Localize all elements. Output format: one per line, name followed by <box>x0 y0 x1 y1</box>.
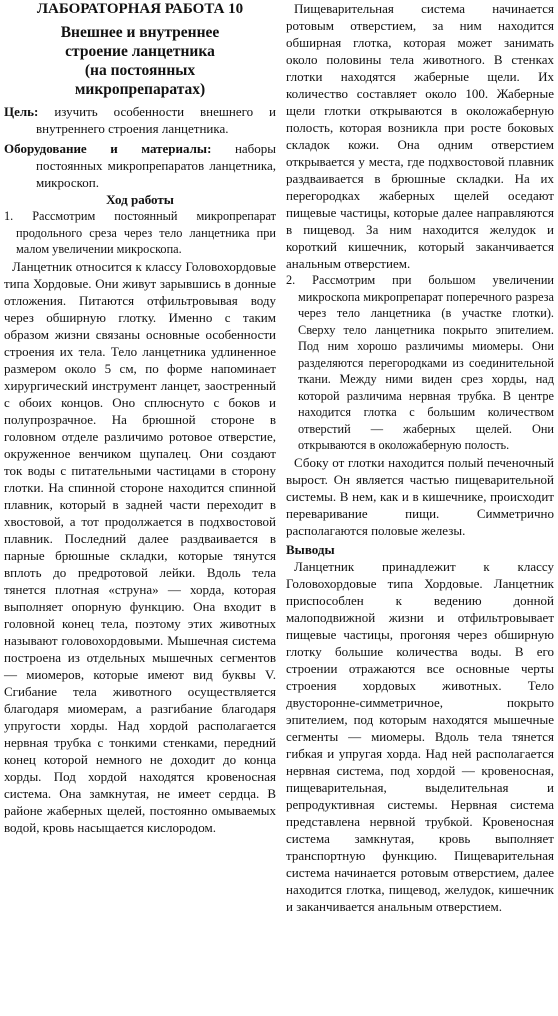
left-column <box>4 0 276 836</box>
title-line: (на постоянных <box>84 62 196 79</box>
paragraph-liver: Сбоку от глотки находится полый печеночный вырост. Он является частью пищеварительной системы. В нем, как и в кишечнике, происходит переваривание пищи. Симметрично располагаются половые железы. <box>286 454 554 538</box>
title-line: строение ланцетника <box>65 43 215 60</box>
goal-text: изучить особенности внешнего и внутреннего строения ланцетника. <box>36 104 276 136</box>
paragraph-digestive: Пищеварительная система начинается ротовым отверстием, за ним находится обширная глотка, которая может занимать около половины тела животного. В стенках глотки находятся жаберные щели. Их количество составляет около 100. Жаберные щели глотки открываются в околожаберную полость, которая возникла при росте боковых складок кожи. Она одним отверстием открывается у места, где подхвостовой плавник раздваивается в брюшные складки. На их перегородках жаберных щелей оседают пищевые частицы, которые далее направляются в пищевод. За ним находится желудок и короткий кишечник, который заканчивается анальным отверстием. <box>286 1 554 271</box>
title-line: микропрепаратах) <box>74 81 206 98</box>
paragraph-body: Ланцетник относится к классу Головохордовые типа Хордовые. Они живут зарывшись в донные отложения. Питаются отфильтровывая воду через обширную глотку. Именно с таким образом жизни связаны основные особенности строения их тела. Тело ланцетника удлиненное размером около 5 см, по форме напоминает хирургический инструмент ланцет, заостренный с обоих концов. Оно сплюснуто с боков и полупрозрачное. На брюшной стороне в головном отделе различимо ротовое отверстие, окруженное венчиком щупалец. Они создают ток воды с питательными частицами в сторону глотки. На спинной стороне находится спинной плавник, который в задней части переходит в хвостовой, а тот продолжается в подхвостовой плавник. Последний далее раздваивается в парные брюшные складки, которые тянутся вплоть до предротовой лейки. Вдоль тела тянется плотная «струна» — хорда, которая выполняет опорную функцию. Она входит в головной конец тела, поэтому этих животных называют головохордовыми. Мышечная система построена из отдельных мышечных сегментов — миомеров, которые имеют вид буквы V. Сгибание тела животного осуществляется благодаря миомерам, а разгибание благодаря упругости хорды. Над хордой располагается нервная трубка с тонкими стенками, передний конец которой немного не доходит до конца хорды. Под хордой находятся кровеносная система. Она замкнутая, не имеет сердца. В районе жаберных щелей, постоянно омываемых водой, кровь насыщается кислородом. <box>4 258 276 835</box>
step-2: 2. Рассмотрим при большом увеличении микроскопа микропрепарат поперечного разреза через тело ланцетника (в участке глотки). Сверху тело ланцетника покрыто эпителием. Под ним хорошо различимы миомеры. Они разделяются перегородками из соединительной ткани. Между ними виден срез хорды, над которой различима нервная трубка. В центре находится глотка с большим количеством отверстий — жаберных щелей. Они открываются в околожаберную полость. <box>286 273 554 452</box>
goal-label: Цель: <box>4 104 39 119</box>
title-line: Внешнее и внутреннее <box>60 24 220 41</box>
conclusions-text: Ланцетник принадлежит к классу Головохордовые типа Хордовые. Ланцетник приспособлен к ведению донной малоподвижной жизни и отфильтровывает пищевые частицы, прогоняя через обширную глотку большие количества воды. В его строении отражаются все основные черты строения хордовых животных. Тело двусторонне-симметричное, покрыто эпителием, под которым находятся мышечные сегменты — миомеры. Вдоль тела тянется гибкая и упругая хорда. Над ней располагается нервная система, под хордой — кровеносная, пищеварительная, выделительная и репродуктивная системы. Нервная система представлена нервной трубкой. Кровеносная система замкнутая, кровь выполняет транспортную функцию. Пищеварительная система начинается ротовым отверстием, далее находится глотка, пищевод, желудок, кишечник и заканчивается анальным отверстием. <box>286 558 554 914</box>
step-1: 1. Рассмотрим постоянный микропрепарат продольного среза через тело ланцетника при малом увеличении микроскопа. <box>4 209 276 256</box>
goal <box>4 103 276 137</box>
progress-heading: Ход работы <box>106 192 174 207</box>
equipment-label: Оборудование и материалы: <box>4 141 212 156</box>
equipment <box>4 140 276 191</box>
conclusions-heading: Выводы <box>286 541 335 557</box>
equipment-text: наборы постоянных микропрепаратов ланцетника, микроскоп. <box>36 141 277 190</box>
right-column <box>286 0 554 915</box>
page-title <box>4 23 276 99</box>
lab-number: ЛАБОРАТОРНАЯ РАБОТА 10 <box>36 1 244 17</box>
